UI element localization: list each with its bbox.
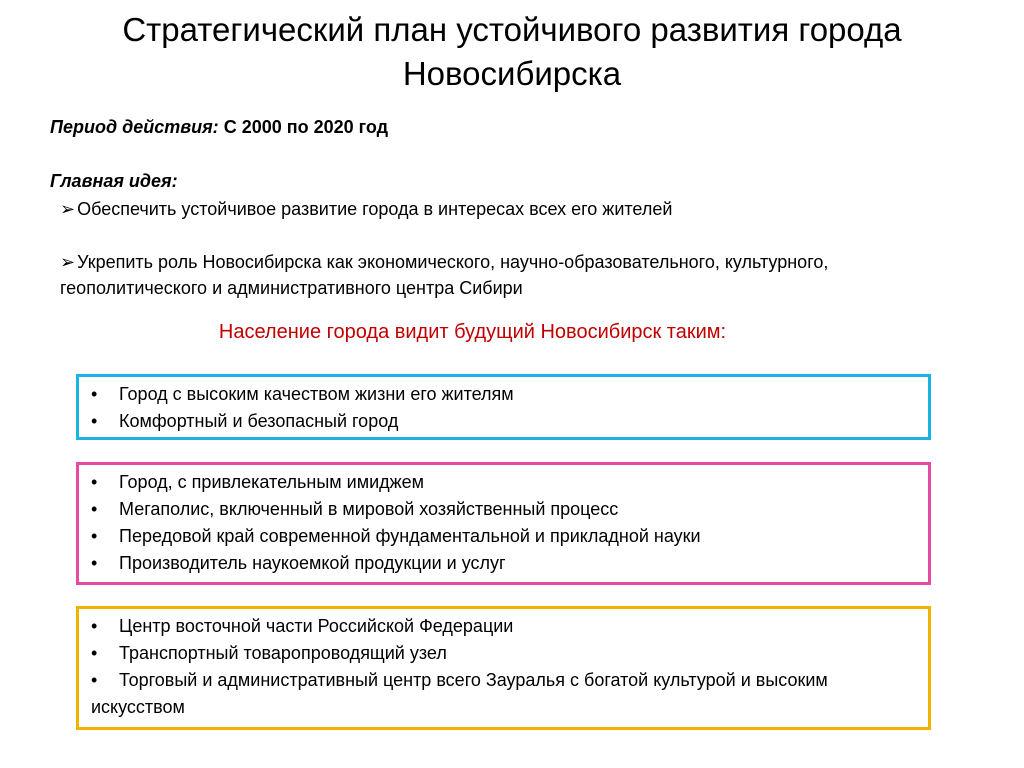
list-item-text: Передовой край современной фундаментальной и прикладной науки — [119, 526, 701, 546]
main-idea-text: Укрепить роль Новосибирска как экономического, научно-образовательного, культурного, геополитического и административного центра Сибири — [60, 252, 829, 298]
main-idea-text: Обеспечить устойчивое развитие города в интересах всех его жителей — [77, 199, 673, 219]
period-value: С 2000 по 2020 год — [218, 117, 389, 137]
vision-box-pink — [76, 462, 931, 585]
list-item — [91, 381, 916, 408]
bullet-icon: • — [91, 670, 98, 690]
main-idea-item — [60, 196, 940, 222]
list-item — [91, 613, 916, 640]
list-item — [91, 496, 916, 523]
bullet-icon: • — [91, 499, 98, 519]
list-item-text: Торговый и административный центр всего Зауралья с богатой культурой и высоким искусством — [91, 670, 828, 717]
list-item-text: Мегаполис, включенный в мировой хозяйственный процесс — [119, 499, 619, 519]
bullet-icon: • — [91, 472, 98, 492]
main-idea-item — [60, 249, 940, 301]
list-item — [91, 550, 916, 577]
period-line — [50, 116, 388, 138]
bullet-icon: • — [91, 384, 98, 404]
list-item-text: Город с высоким качеством жизни его жителям — [119, 384, 514, 404]
list-item-text: Комфортный и безопасный город — [119, 411, 399, 431]
list-item-text: Транспортный товаропроводящий узел — [119, 643, 447, 663]
arrow-bullet-icon: ➢ — [60, 199, 76, 219]
period-label: Период действия: — [50, 117, 219, 137]
vision-box-yellow — [76, 606, 931, 730]
main-idea-label: Главная идея: — [50, 171, 178, 191]
list-item-text: Производитель наукоемкой продукции и услуг — [119, 553, 506, 573]
list-item — [91, 640, 916, 667]
bullet-icon: • — [91, 411, 98, 431]
list-item — [91, 667, 916, 721]
list-item — [91, 523, 916, 550]
list-item-text: Город, с привлекательным имиджем — [119, 472, 425, 492]
list-item — [91, 469, 916, 496]
vision-heading: Население города видит будущий Новосибирск таким: — [218, 321, 727, 343]
list-item-text: Центр восточной части Российской Федерации — [119, 616, 514, 636]
vision-box-blue — [76, 374, 931, 440]
list-item — [91, 408, 916, 435]
bullet-icon: • — [91, 553, 98, 573]
bullet-icon: • — [91, 643, 98, 663]
bullet-icon: • — [91, 526, 98, 546]
bullet-icon: • — [91, 616, 98, 636]
arrow-bullet-icon: ➢ — [60, 252, 76, 272]
slide-title: Стратегический план устойчивого развития города Новосибирска — [122, 11, 902, 92]
